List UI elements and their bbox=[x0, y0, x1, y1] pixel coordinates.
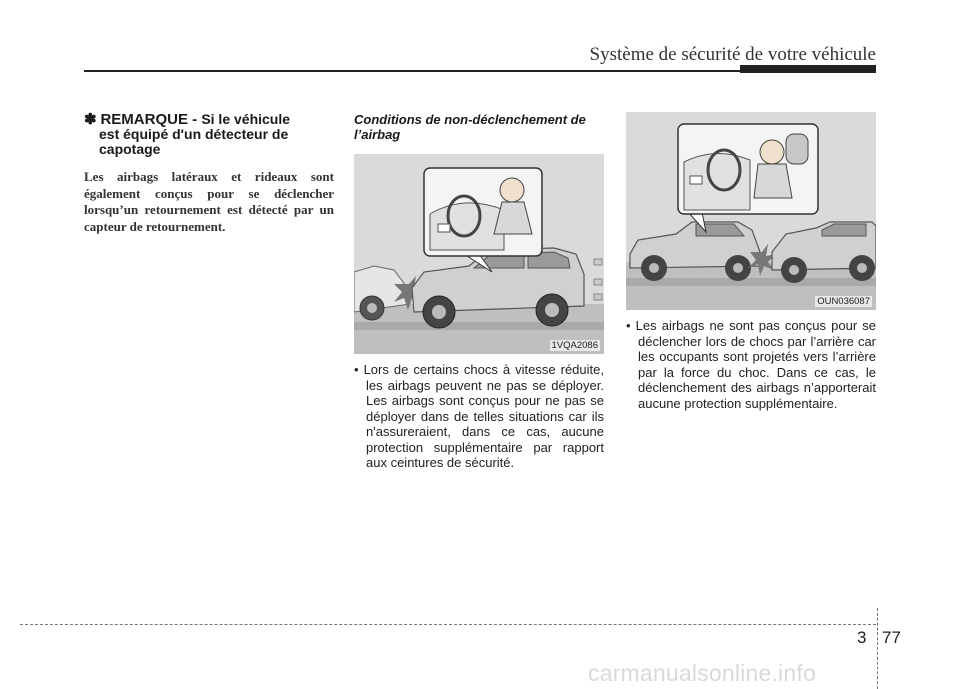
conditions-column bbox=[354, 112, 604, 471]
rear-impact-column bbox=[626, 112, 876, 411]
conditions-title: Conditions de non-déclenchement de l’airbag bbox=[354, 112, 586, 142]
remark-column bbox=[84, 112, 334, 235]
footer-rule bbox=[20, 624, 876, 625]
rear-crash-drawing bbox=[626, 112, 876, 310]
remark-heading bbox=[84, 112, 334, 157]
frontal-crash-drawing bbox=[354, 154, 604, 354]
frontal-crash-illustration bbox=[354, 154, 604, 354]
chapter-number: 3 bbox=[857, 628, 867, 647]
page-header-title: Système de sécurité de votre véhicule bbox=[589, 44, 876, 65]
figure1-code: 1VQA2086 bbox=[551, 340, 598, 351]
figure2-code: OUN036087 bbox=[817, 296, 870, 307]
remark-label: REMARQUE - bbox=[100, 111, 202, 128]
bullet-low-speed: • Lors de certains chocs à vitesse réduite, les airbags peuvent ne pas se déployer. Les airbags sont conçus pour ne pas se déployer dans de telles situations car ils n'assureraient, dans ce cas, aucune protection supplémentaire par rapport aux ceintures de sécurité. bbox=[354, 362, 604, 470]
bullet-rear-impact: • Les airbags ne sont pas conçus pour se déclencher lors de chocs par l’arrière car les occupants sont projetés vers l’arrière par la force du choc. Dans ce cas, le déclenchement des airbags n’apporterait aucune protection supplémentaire. bbox=[626, 318, 876, 411]
remark-symbol: ✽ bbox=[84, 111, 97, 128]
rear-crash-illustration bbox=[626, 112, 876, 310]
footer-divider bbox=[877, 608, 878, 689]
watermark: carmanualsonline.info bbox=[588, 660, 816, 686]
remark-title-line3: capotage bbox=[99, 141, 161, 157]
remark-title-line1: Si le véhicule bbox=[201, 111, 291, 127]
header-rule bbox=[84, 70, 876, 72]
page-number: 77 bbox=[882, 628, 901, 647]
remark-body: Les airbags latéraux et rideaux sont également conçus pour se déclencher lorsqu’un retournement est détecté par un capteur de retournement. bbox=[84, 169, 334, 234]
remark-title-line2: est équipé d'un détecteur de bbox=[99, 126, 289, 142]
